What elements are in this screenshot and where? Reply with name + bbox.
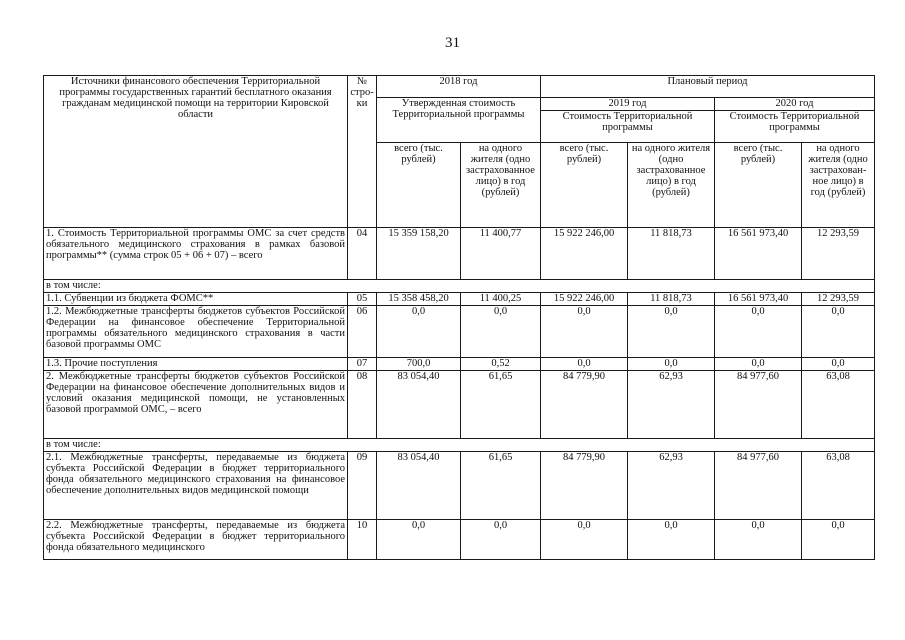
header-year-2020: 2020 год	[715, 98, 875, 111]
cell-total-2019: 15 922 246,00	[541, 228, 628, 280]
cell-per-person-2020: 12 293,59	[802, 293, 875, 306]
header-cost-2020: Стоимость Территориальной программы	[715, 111, 875, 143]
row-name: 2.2. Межбюджетные трансферты, передаваемые из бюджета субъекта Российской Федерации в бюджет территориального фонда обязательного медицинского	[44, 520, 348, 560]
page-number: 31	[445, 35, 460, 51]
cell-per-person-2019: 11 818,73	[628, 228, 715, 280]
financing-table	[43, 75, 875, 560]
cell-total-2019: 15 922 246,00	[541, 293, 628, 306]
header-year-2018: 2018 год	[377, 76, 541, 98]
header-per-person-2020: на одного жителя (одно застрахован-ное лицо) в год (рублей)	[802, 143, 875, 228]
row-number: 10	[348, 520, 377, 560]
cell-total-2018: 83 054,40	[377, 452, 461, 520]
table-row	[44, 439, 875, 452]
cell-total-2018: 15 358 458,20	[377, 293, 461, 306]
cell-per-person-2020: 0,0	[802, 306, 875, 358]
table-row	[44, 306, 875, 358]
cell-per-person-2019: 62,93	[628, 371, 715, 439]
cell-per-person-2018: 61,65	[461, 452, 541, 520]
header-per-person-2019: на одного жителя (одно застрахованное лицо) в год (рублей)	[628, 143, 715, 228]
row-name: 2.1. Межбюджетные трансферты, передаваемые из бюджета субъекта Российской Федерации в бюджет территориального фонда обязательного медицинского страхования на финансовое обеспечение дополнительных видов медицинской помощи	[44, 452, 348, 520]
cell-per-person-2019: 0,0	[628, 520, 715, 560]
row-name: 1.3. Прочие поступления	[44, 358, 348, 371]
cell-total-2018: 83 054,40	[377, 371, 461, 439]
cell-total-2019: 0,0	[541, 520, 628, 560]
header-planning-period: Плановый период	[541, 76, 875, 98]
cell-per-person-2020: 63,08	[802, 452, 875, 520]
cell-per-person-2018: 61,65	[461, 371, 541, 439]
cell-per-person-2019: 11 818,73	[628, 293, 715, 306]
header-year-2019: 2019 год	[541, 98, 715, 111]
table-row	[44, 371, 875, 439]
cell-total-2020: 0,0	[715, 358, 802, 371]
cell-per-person-2019: 0,0	[628, 358, 715, 371]
header-sources: Источники финансового обеспечения Территориальной программы государственных гарантий бесплатного оказания гражданам медицинской помощи на территории Кировской области	[44, 76, 348, 228]
cell-total-2019: 84 779,90	[541, 371, 628, 439]
cell-total-2019: 0,0	[541, 306, 628, 358]
cell-total-2018: 0,0	[377, 306, 461, 358]
cell-total-2020: 0,0	[715, 306, 802, 358]
row-number: 09	[348, 452, 377, 520]
cell-per-person-2019: 0,0	[628, 306, 715, 358]
cell-total-2018: 700,0	[377, 358, 461, 371]
cell-per-person-2018: 11 400,25	[461, 293, 541, 306]
header-total-2019: всего (тыс. рублей)	[541, 143, 628, 228]
header-row-number: № стро-ки	[348, 76, 377, 228]
cell-total-2020: 0,0	[715, 520, 802, 560]
cell-per-person-2019: 62,93	[628, 452, 715, 520]
table-row	[44, 452, 875, 520]
row-name: 1. Стоимость Территориальной программы ОМС за счет средств обязательного медицинского страхования в рамках базовой программы** (сумма строк 05 + 06 + 07) – всего	[44, 228, 348, 280]
row-number: 08	[348, 371, 377, 439]
cell-total-2018: 15 359 158,20	[377, 228, 461, 280]
row-number: 04	[348, 228, 377, 280]
cell-total-2020: 84 977,60	[715, 452, 802, 520]
table-row	[44, 280, 875, 293]
header-cost-2019: Стоимость Территориальной программы	[541, 111, 715, 143]
row-name: 2. Межбюджетные трансферты бюджетов субъектов Российской Федерации на финансовое обеспечение дополнительных видов и условий оказания медицинской помощи, не установленных базовой программой ОМС, – всего	[44, 371, 348, 439]
table-row	[44, 228, 875, 280]
row-subheading: в том числе:	[44, 280, 875, 293]
cell-per-person-2020: 12 293,59	[802, 228, 875, 280]
row-number: 05	[348, 293, 377, 306]
cell-total-2019: 0,0	[541, 358, 628, 371]
cell-per-person-2018: 11 400,77	[461, 228, 541, 280]
cell-total-2019: 84 779,90	[541, 452, 628, 520]
cell-total-2020: 16 561 973,40	[715, 293, 802, 306]
row-number: 07	[348, 358, 377, 371]
header-per-person-2018: на одного жителя (одно застрахованное лицо) в год (рублей)	[461, 143, 541, 228]
cell-per-person-2020: 63,08	[802, 371, 875, 439]
cell-total-2020: 16 561 973,40	[715, 228, 802, 280]
cell-total-2018: 0,0	[377, 520, 461, 560]
cell-per-person-2020: 0,0	[802, 520, 875, 560]
row-number: 06	[348, 306, 377, 358]
row-name: 1.1. Субвенции из бюджета ФОМС**	[44, 293, 348, 306]
row-subheading: в том числе:	[44, 439, 875, 452]
table-row	[44, 358, 875, 371]
row-name: 1.2. Межбюджетные трансферты бюджетов субъектов Российской Федерации на финансовое обеспечение Территориальной программы обязательного медицинского страхования в части базовой программы ОМС	[44, 306, 348, 358]
cell-per-person-2018: 0,0	[461, 520, 541, 560]
cell-per-person-2020: 0,0	[802, 358, 875, 371]
table-row	[44, 520, 875, 560]
cell-per-person-2018: 0,0	[461, 306, 541, 358]
table-row	[44, 293, 875, 306]
header-total-2018: всего (тыс. рублей)	[377, 143, 461, 228]
cell-total-2020: 84 977,60	[715, 371, 802, 439]
header-total-2020: всего (тыс. рублей)	[715, 143, 802, 228]
cell-per-person-2018: 0,52	[461, 358, 541, 371]
header-approved-cost: Утвержденная стоимость Территориальной программы	[377, 98, 541, 143]
